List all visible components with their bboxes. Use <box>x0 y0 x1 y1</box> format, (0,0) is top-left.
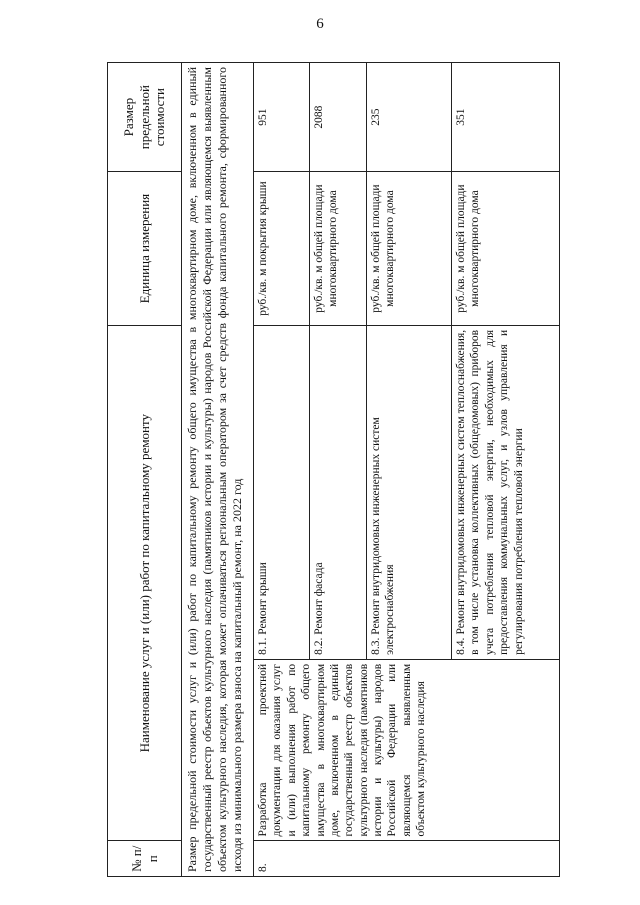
subitem-name: 8.3. Ремонт внутридомовых инженерных систем электроснабжения <box>367 325 452 659</box>
header-price: Размер предельной стоимости <box>108 63 182 172</box>
item-number: 8. <box>254 841 560 877</box>
intro-text: Размер предельной стоимости услуг и (или) работ по капитальному ремонту общего имущества в многоквартирном доме, включенном в единый государственный реестр объектов культурного наследия (памятников истории и культуры) народов Российской Федерации или являющемся выявленным объектом культурного наследия, которая может оплачиваться региональным оператором за счет средств фонда капитального ремонта, сформированного исходя из минимального размера взноса на капитальный ремонт, на 2022 год <box>182 63 254 877</box>
header-name: Наименование услуг и (или) работ по капитальному ремонту <box>108 325 182 841</box>
subitem-name: 8.4. Ремонт внутридомовых инженерных систем теплоснабжения, в том числе установка коллективных (общедомовых) приборов учета потребления тепловой энергии, необходимых для предоставления коммунальных услуг, и узлов управления и регулирования потребления тепловой энергии <box>452 325 560 659</box>
subitem-price: 2088 <box>310 63 367 172</box>
subitem-unit: руб./кв. м общей площади многоквартирного дома <box>310 172 367 326</box>
intro-row <box>182 63 254 877</box>
subitem-unit: руб./кв. м общей площади многоквартирного дома <box>367 172 452 326</box>
price-table <box>107 62 560 877</box>
subitem-unit: руб./кв. м покрытия крыши <box>254 172 310 326</box>
subitem-price: 235 <box>367 63 452 172</box>
table-row <box>254 63 310 877</box>
subitem-name: 8.2. Ремонт фасада <box>310 325 367 659</box>
page-number: 6 <box>316 16 324 32</box>
header-unit: Единица измерения <box>108 172 182 326</box>
header-num: № п/п <box>108 841 182 877</box>
item-name: Разработка проектной документации для оказания услуг и (или) выполнения работ по капитальному ремонту общего имущества в многоквартирном доме, включенном в единый государственный реестр объектов культурного наследия (памятников истории и культуры) народов Российской Федерации или являющемся выявленным объектом культурного наследия <box>254 659 560 841</box>
subitem-unit: руб./кв. м общей площади многоквартирного дома <box>452 172 560 326</box>
subitem-price: 351 <box>452 63 560 172</box>
header-row <box>108 63 182 877</box>
subitem-name: 8.1. Ремонт крыши <box>254 325 310 659</box>
rotated-table-container <box>107 62 559 877</box>
subitem-price: 951 <box>254 63 310 172</box>
